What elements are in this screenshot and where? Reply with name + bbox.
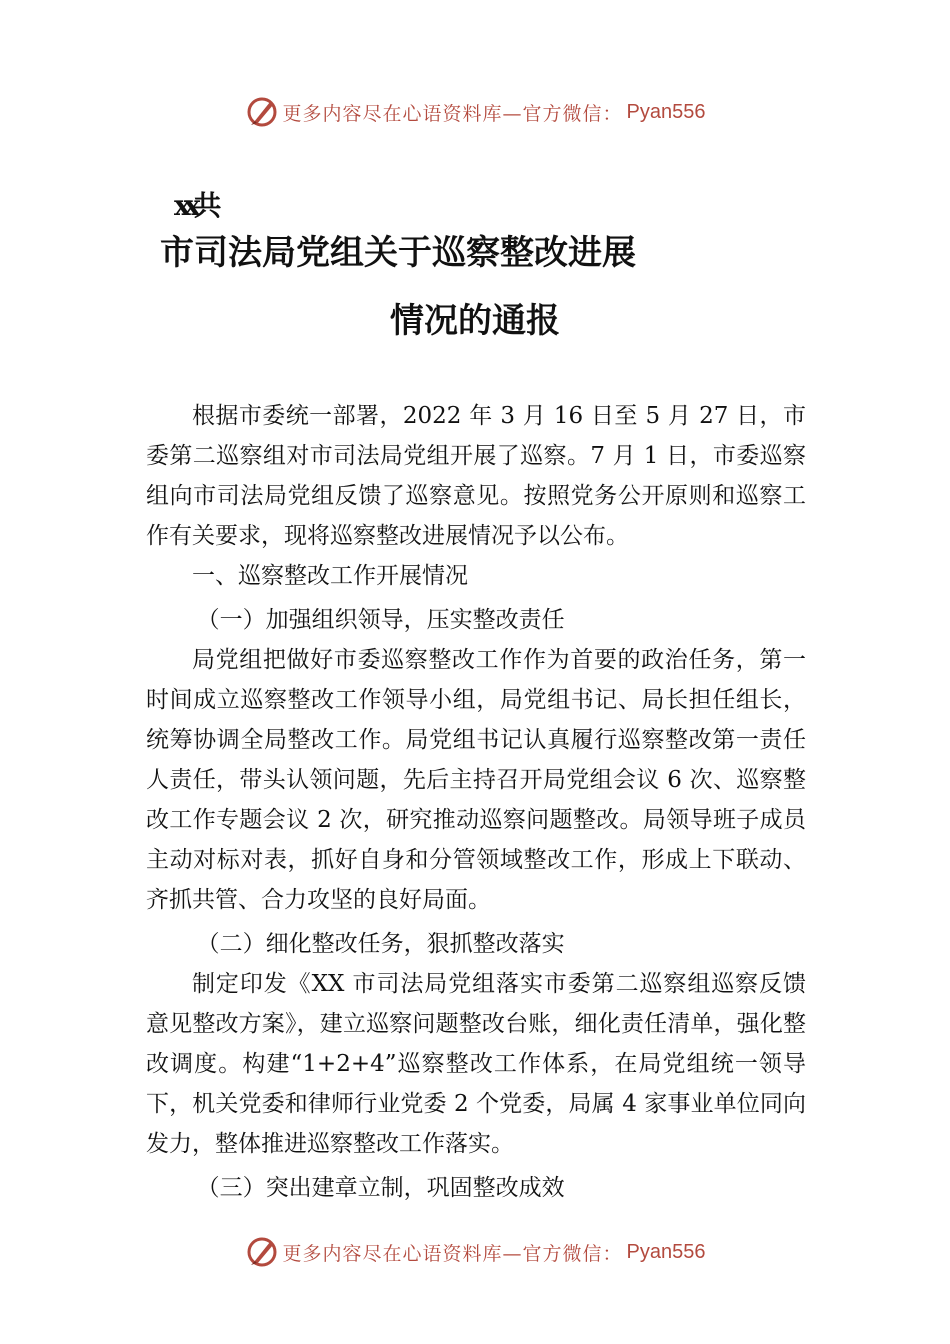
subsection2-paragraph: 制定印发《XX 市司法局党组落实市委第二巡察组巡察反馈意见整改方案》，建立巡察问题整改台账，细化责任清单，强化整改调度。构建“1+2+4”巡察整改工作体系，在局党组统一领导下，机关党委和律师行业党委 2 个党委，局属 4 家事业单位同向发力，整体推进巡察整改工作落实。	[146, 971, 806, 1157]
document-prefix: xx共	[174, 189, 215, 222]
subsection2-heading: （二）细化整改任务，狠抓整改落实	[196, 931, 565, 957]
pen-logo-icon	[245, 1235, 279, 1269]
pen-logo-icon	[245, 95, 279, 129]
watermark-account: Pyan556	[626, 100, 706, 123]
watermark-footer	[0, 1232, 950, 1272]
watermark-text: 更多内容尽在心语资料库—官方微信：	[282, 1242, 623, 1265]
intro-paragraph: 根据市委统一部署，2022 年 3 月 16 日至 5 月 27 日，市委第二巡察组对市司法局党组开展了巡察。7 月 1 日，市委巡察组向市司法局党组反馈了巡察意见。按照党务公开原则和巡察工作有关要求，现将巡察整改进展情况予以公布。	[146, 403, 806, 549]
watermark-header	[0, 92, 950, 132]
subsection1-paragraph: 局党组把做好市委巡察整改工作作为首要的政治任务，第一时间成立巡察整改工作领导小组，局党组书记、局长担任组长，统筹协调全局整改工作。局党组书记认真履行巡察整改第一责任人责任，带头认领问题，先后主持召开局党组会议 6 次、巡察整改工作专题会议 2 次，研究推动巡察问题整改。局领导班子成员主动对标对表，抓好自身和分管领域整改工作，形成上下联动、齐抓共管、合力攻坚的良好局面。	[146, 647, 806, 913]
section1-heading: 一、巡察整改工作开展情况	[192, 563, 468, 589]
subsection1-heading: （一）加强组织领导，压实整改责任	[196, 607, 565, 633]
subsection3-heading: （三）突出建章立制，巩固整改成效	[196, 1175, 565, 1201]
watermark-account: Pyan556	[626, 1240, 706, 1263]
watermark-text: 更多内容尽在心语资料库—官方微信：	[282, 102, 623, 125]
document-body	[146, 396, 806, 1208]
document-title-line1: 市司法局党组关于巡察整改进展	[160, 233, 636, 273]
document-title-line2: 情况的通报	[390, 301, 560, 341]
